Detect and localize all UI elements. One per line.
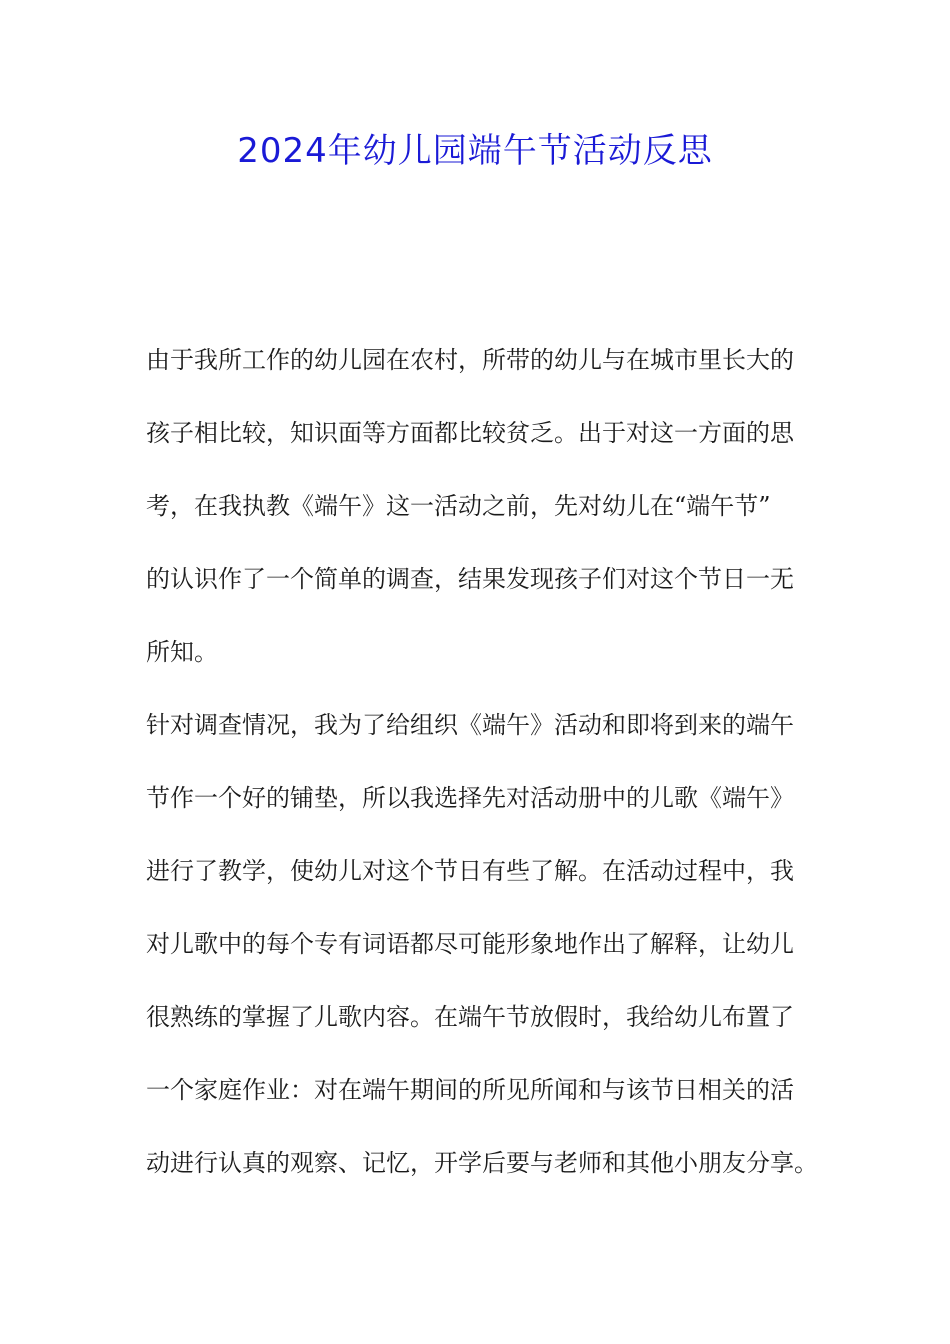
text-line: 孩子相比较，知识面等方面都比较贫乏。出于对这一方面的思 — [146, 419, 794, 447]
text-line: 的认识作了一个简单的调查，结果发现孩子们对这个节日一无 — [146, 565, 794, 593]
document-title: 2024年幼儿园端午节活动反思 — [237, 131, 713, 171]
text-line: 对儿歌中的每个专有词语都尽可能形象地作出了解释，让幼儿 — [146, 930, 794, 958]
text-line: 动进行认真的观察、记忆，开学后要与老师和其他小朋友分享。 — [146, 1149, 818, 1177]
text-line: 很熟练的掌握了儿歌内容。在端午节放假时，我给幼儿布置了 — [146, 1003, 794, 1031]
document-body — [146, 334, 816, 1210]
paragraph-2 — [146, 699, 816, 1210]
text-line: 进行了教学，使幼儿对这个节日有些了解。在活动过程中，我 — [146, 857, 794, 885]
text-line: 考，在我执教《端午》这一活动之前，先对幼儿在“端午节” — [146, 492, 771, 520]
text-line: 节作一个好的铺垫，所以我选择先对活动册中的儿歌《端午》 — [146, 784, 794, 812]
text-line: 所知。 — [146, 638, 218, 666]
text-line: 一个家庭作业：对在端午期间的所见所闻和与该节日相关的活 — [146, 1076, 794, 1104]
text-line: 针对调查情况，我为了给组织《端午》活动和即将到来的端午 — [146, 711, 794, 739]
paragraph-1 — [146, 334, 816, 699]
text-line: 由于我所工作的幼儿园在农村，所带的幼儿与在城市里长大的 — [146, 346, 794, 374]
